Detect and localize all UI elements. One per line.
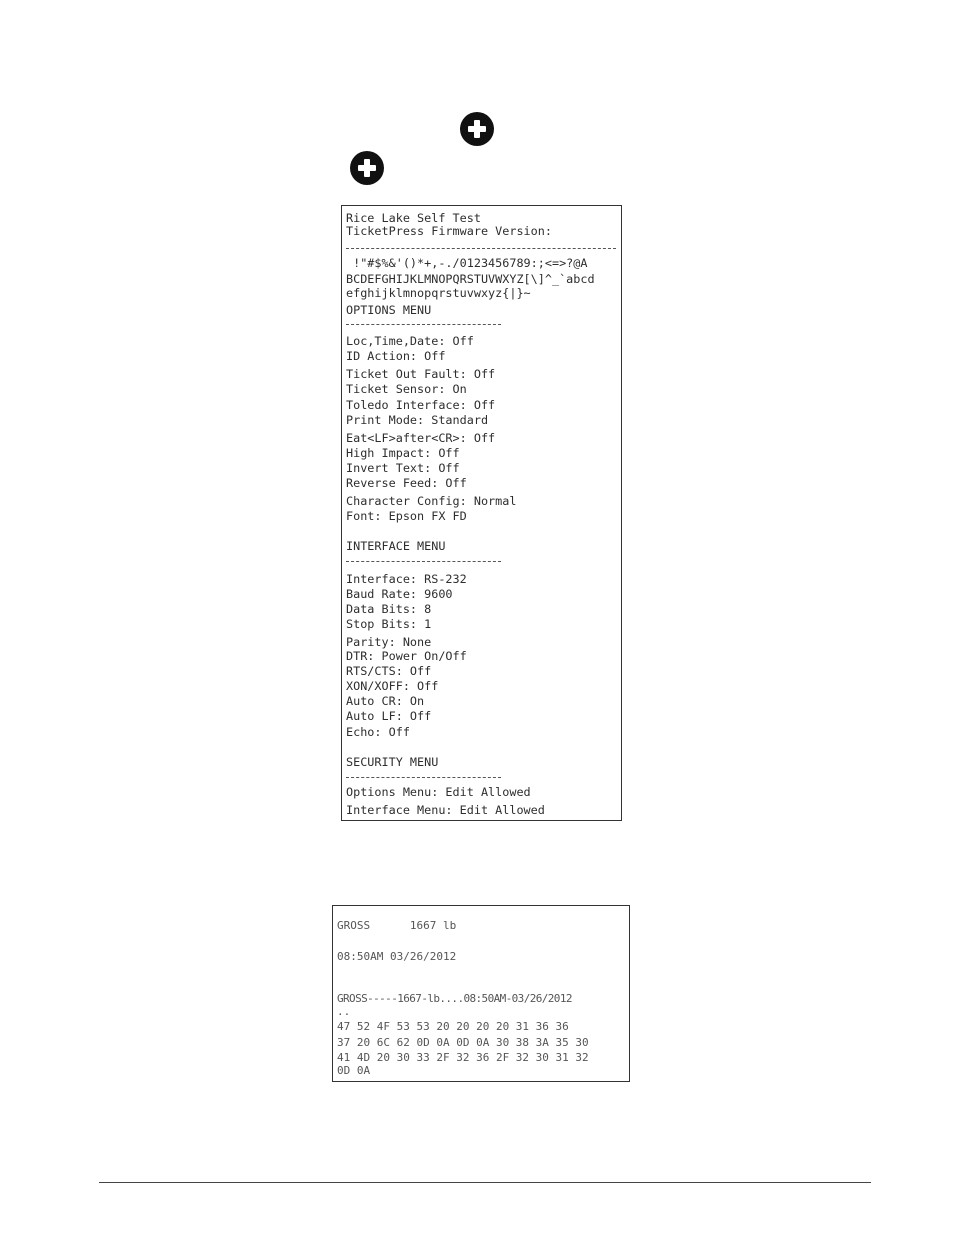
dashed-divider [346, 248, 616, 249]
setting-line: Ticket Sensor: On [346, 382, 467, 396]
self-test-printout [341, 205, 622, 821]
charset-line: efghijklmnopqrstuvwxyz{|}~ [346, 286, 531, 300]
gross-weight-line: GROSS 1667 lb [337, 919, 457, 932]
dashed-divider [346, 777, 501, 778]
setting-line: Options Menu: Edit Allowed [346, 785, 531, 799]
section-heading: OPTIONS MENU [346, 303, 432, 317]
setting-line: Font: Epson FX FD [346, 509, 467, 523]
hex-line: 0D 0A [337, 1064, 371, 1077]
hex-line: 41 4D 20 30 33 2F 32 36 2F 32 30 31 32 [337, 1051, 589, 1064]
setting-line: Parity: None [346, 635, 432, 649]
dashed-divider [346, 561, 501, 562]
gross-weight-printout [332, 905, 630, 1082]
setting-line: Toledo Interface: Off [346, 398, 496, 412]
setting-line: Character Config: Normal [346, 494, 517, 508]
charset-line: !"#$%&'()*+,-./0123456789:;<=>?@A [346, 256, 588, 270]
printout-line: TicketPress Firmware Version: [346, 224, 552, 238]
setting-line: Echo: Off [346, 725, 410, 739]
combined-line: GROSS-----1667-lb....08:50AM-03/26/2012 [337, 992, 572, 1005]
setting-line: Ticket Out Fault: Off [346, 367, 496, 381]
continuation-line: .. [337, 1005, 351, 1018]
setting-line: XON/XOFF: Off [346, 679, 439, 693]
setting-line: Auto LF: Off [346, 709, 432, 723]
section-heading: SECURITY MENU [346, 755, 439, 769]
setting-line: Baud Rate: 9600 [346, 587, 453, 601]
setting-line: Auto CR: On [346, 694, 425, 708]
footer-divider [99, 1182, 871, 1183]
setting-line: Print Mode: Standard [346, 413, 489, 427]
setting-line: Stop Bits: 1 [346, 617, 432, 631]
setting-line: Data Bits: 8 [346, 602, 432, 616]
printout-title: Rice Lake Self Test [346, 211, 481, 225]
setting-line: Interface: RS-232 [346, 572, 467, 586]
setting-line: Eat<LF>after<CR>: Off [346, 431, 496, 445]
section-heading: INTERFACE MENU [346, 539, 446, 553]
setting-line: Interface Menu: Edit Allowed [346, 803, 545, 817]
setting-line: Loc,Time,Date: Off [346, 334, 474, 348]
hex-line: 47 52 4F 53 53 20 20 20 20 31 36 36 [337, 1020, 569, 1033]
charset-line: BCDEFGHIJKLMNOPQRSTUVWXYZ[\]^_`abcd [346, 272, 595, 286]
setting-line: Reverse Feed: Off [346, 476, 467, 490]
setting-line: ID Action: Off [346, 349, 446, 363]
hex-line: 37 20 6C 62 0D 0A 0D 0A 30 38 3A 35 30 [337, 1036, 589, 1049]
dashed-divider [346, 324, 501, 325]
setting-line: RTS/CTS: Off [346, 664, 432, 678]
setting-line: Invert Text: Off [346, 461, 460, 475]
setting-line: High Impact: Off [346, 446, 460, 460]
timestamp-line: 08:50AM 03/26/2012 [337, 950, 457, 963]
plus-circle-icon [350, 151, 384, 185]
setting-line: DTR: Power On/Off [346, 649, 467, 663]
plus-circle-icon [460, 112, 494, 146]
